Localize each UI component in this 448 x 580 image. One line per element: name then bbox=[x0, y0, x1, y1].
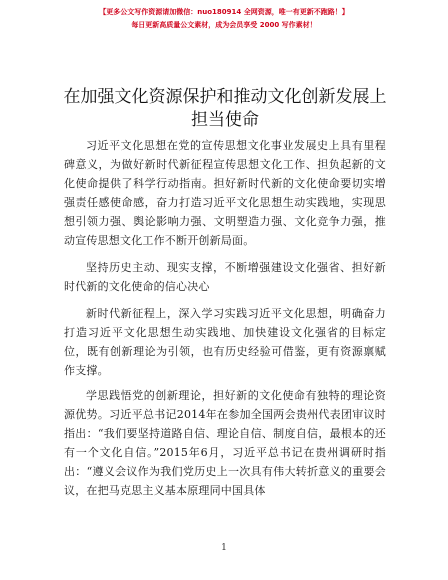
promo-banner-line-2: 每日更新高质量公文素材，成为会员享受 2000 写作素材！ bbox=[131, 21, 317, 29]
paragraph-1: 习近平文化思想在党的宣传思想文化事业发展史上具有里程碑意义，为做好新时代新征程宣传思想文化工作、担负起新的文化使命提供了科学行动指南。担好新时代新的文化使命要切实增强责任感使命感，奋力打造习近平文化思想生动实践地，实现思想引领力强、舆论影响力强、文明塑造力强、文化竞争力强，推动宣传思想文化工作不断开创新局面。 bbox=[64, 139, 386, 247]
promo-banner bbox=[0, 6, 448, 32]
paragraph-4: 学思践悟党的创新理论，担好新的文化使命有独特的理论资源优势。习近平总书记2014年在参加全国两会贵州代表团审议时指出：“我们要坚持道路自信、理论自信、制度自信，最根本的还有一个文化自信。”2015年6月，习近平总书记在贵州调研时指出：“遵义会议作为我们党历史上一次具有伟大转折意义的重要会议，在把马克思主义基本原理同中国具体 bbox=[64, 389, 386, 497]
page-number: 1 bbox=[221, 543, 227, 553]
document-body bbox=[64, 136, 386, 508]
paragraph-3: 新时代新征程上，深入学习实践习近平文化思想，明确奋力打造习近平文化思想生动实践地、加快建设文化强省的目标定位，既有创新理论为引领，也有历史经验可借鉴，更有资源禀赋作支撑。 bbox=[64, 307, 386, 377]
document-title: 在加强文化资源保护和推动文化创新发展上担当使命 bbox=[63, 87, 387, 130]
paragraph-2: 坚持历史主动、现实支撑，不断增强建设文化强省、担好新时代新的文化使命的信心决心 bbox=[64, 261, 386, 293]
promo-banner-line-1: 【更多公文写作资源请加微信：nuo180914 全网资源，唯一有更新不跑路！】 bbox=[99, 8, 349, 16]
